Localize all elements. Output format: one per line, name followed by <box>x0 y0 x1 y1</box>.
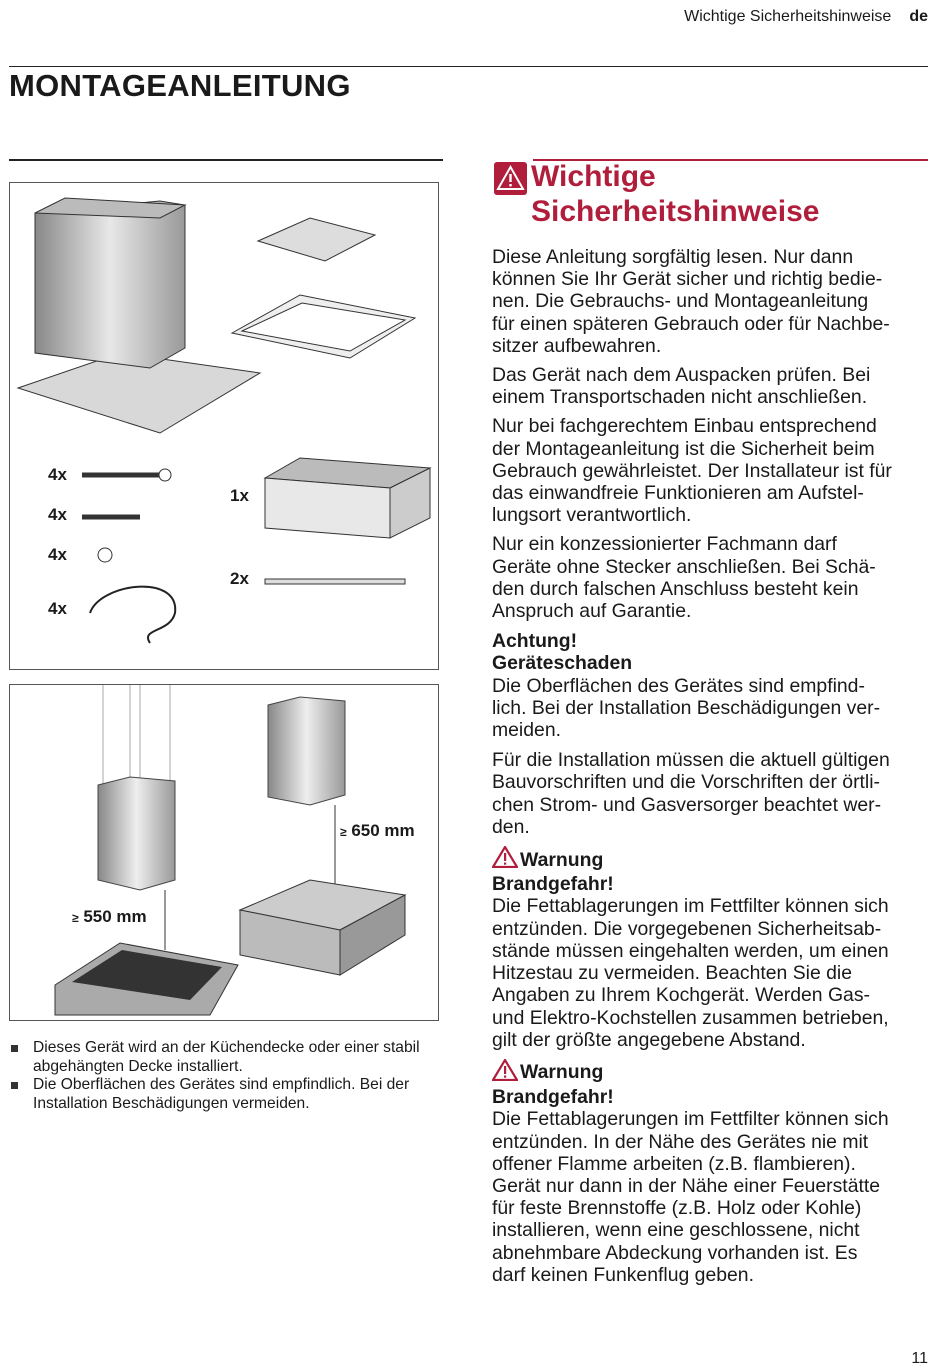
text-line: den. <box>492 815 530 838</box>
divider <box>9 66 928 67</box>
warning-block <box>492 1059 932 1286</box>
text-line: stände müssen eingehalten werden, um einen <box>492 939 889 962</box>
text-line: Gerät nur dann in der Nähe einer Feuerstätte <box>492 1174 881 1197</box>
text-line: einem Transportschaden nicht anschließen. <box>492 386 868 409</box>
text-line: Angaben zu Ihrem Kochgerät. Werden Gas- <box>492 984 870 1007</box>
quantity-label: 4x <box>48 505 67 524</box>
warning-title: Warnung <box>492 1059 932 1086</box>
warning-triangle-icon <box>492 1059 518 1086</box>
text-line: Geräte ohne Stecker anschließen. Bei Schä- <box>492 555 876 578</box>
quantity-label: 2x <box>230 569 249 588</box>
text-line: Die Fettablagerungen im Fettfilter können sich <box>492 895 889 918</box>
text-line: Die Fettablagerungen im Fettfilter können sich <box>492 1108 889 1131</box>
text-line: lungsort verantwortlich. <box>492 504 692 527</box>
text-line: Nur bei fachgerechtem Einbau entsprechend <box>492 415 877 438</box>
paragraph <box>492 364 932 408</box>
text-line: gilt der größte angegebene Abstand. <box>492 1028 806 1051</box>
warning-subtitle: Brandgefahr! <box>492 1086 614 1109</box>
safety-text <box>492 246 932 1293</box>
text-line: das einwandfreie Funktionieren am Aufstel- <box>492 482 864 505</box>
text-line: installieren, wenn eine geschlossene, nicht <box>492 1219 860 1242</box>
notice-block <box>492 630 932 741</box>
text-line: Nur ein konzessionierter Fachmann darf <box>492 533 837 556</box>
text-line: nen. Die Gebrauchs- und Montageanleitung <box>492 290 869 313</box>
page-title: MONTAGEANLEITUNG <box>9 68 351 103</box>
paragraph <box>492 533 932 622</box>
bullet-item: Die Oberflächen des Gerätes sind empfindlich. Bei der Installation Beschädigungen vermeiden. <box>9 1076 439 1113</box>
parts-illustration <box>9 182 439 670</box>
text-line: meiden. <box>492 719 561 742</box>
text-line: entzünden. Die vorgegebenen Sicherheitsab- <box>492 917 882 940</box>
text-line: für einen späteren Gebrauch oder für Nachbe- <box>492 312 890 335</box>
paragraph <box>492 749 932 838</box>
distance-label-top: ≥ 650 mm <box>340 821 415 840</box>
text-line: entzünden. In der Nähe des Gerätes nie mit <box>492 1130 869 1153</box>
warning-subtitle: Brandgefahr! <box>492 873 614 896</box>
notice-subtitle: Geräteschaden <box>492 652 633 675</box>
text-line: Gebrauch gewährleistet. Der Installateur ist für <box>492 459 892 482</box>
warning-icon <box>494 162 527 195</box>
text-line: Für die Installation müssen die aktuell gültigen <box>492 749 890 772</box>
warning-title: Warnung <box>492 846 932 873</box>
text-line: Diese Anleitung sorgfältig lesen. Nur dann <box>492 246 854 268</box>
quantity-label: 4x <box>48 599 67 618</box>
header-language: de <box>909 8 928 25</box>
bullet-list <box>9 1039 439 1113</box>
text-line: darf keinen Funkenflug geben. <box>492 1263 754 1286</box>
section-heading: Wichtige Sicherheitshinweise <box>531 160 820 228</box>
text-line: der Montageanleitung ist die Sicherheit beim <box>492 437 875 460</box>
warning-block <box>492 846 932 1051</box>
text-line: und Elektro-Kochstellen zusammen betrieben, <box>492 1006 889 1029</box>
distance-illustration <box>9 684 439 1021</box>
page-number: 11 <box>911 1350 928 1367</box>
divider <box>9 159 443 161</box>
text-line: Anspruch auf Garantie. <box>492 600 692 623</box>
notice-title: Achtung! <box>492 630 578 653</box>
text-line: Die Oberflächen des Gerätes sind empfind- <box>492 674 865 697</box>
text-line: Hitzestau zu vermeiden. Beachten Sie die <box>492 962 853 985</box>
text-line: sitzer aufbewahren. <box>492 334 662 357</box>
paragraph <box>492 415 932 526</box>
text-line: Das Gerät nach dem Auspacken prüfen. Bei <box>492 364 871 387</box>
running-header <box>684 8 928 26</box>
text-line: abnehmbare Abdeckung vorhanden ist. Es <box>492 1241 858 1264</box>
bullet-item: Dieses Gerät wird an der Küchendecke oder einer stabil abgehängten Decke installiert. <box>9 1039 439 1076</box>
distance-label-bottom: ≥ 550 mm <box>72 907 147 926</box>
paragraph <box>492 246 932 357</box>
text-line: den durch falschen Anschluss besteht kein <box>492 577 859 600</box>
text-line: chen Strom- und Gasversorger beachtet wer- <box>492 793 882 816</box>
quantity-label: 1x <box>230 486 249 505</box>
header-section: Wichtige Sicherheitshinweise <box>684 8 892 25</box>
quantity-label: 4x <box>48 465 67 484</box>
warning-triangle-icon <box>492 846 518 873</box>
quantity-label: 4x <box>48 545 67 564</box>
text-line: lich. Bei der Installation Beschädigungen ver- <box>492 696 881 719</box>
text-line: Bauvorschriften und die Vorschriften der örtli- <box>492 771 881 794</box>
text-line: können Sie Ihr Gerät sicher und richtig bedie- <box>492 268 883 291</box>
text-line: für feste Brennstoffe (z.B. Holz oder Kohle) <box>492 1197 862 1220</box>
text-line: offener Flamme arbeiten (z.B. flambieren). <box>492 1152 856 1175</box>
